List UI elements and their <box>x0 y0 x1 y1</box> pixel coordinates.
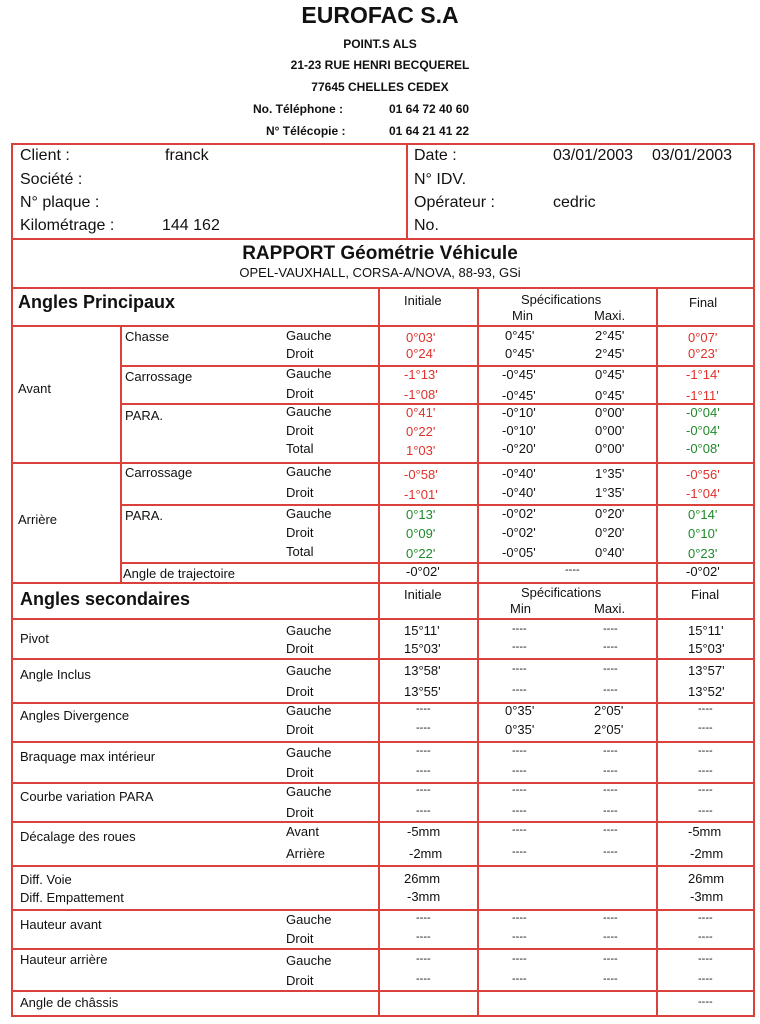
value-max: ---- <box>603 824 618 836</box>
value-spec: ---- <box>565 564 580 576</box>
value-final: -0°02' <box>686 564 720 579</box>
value-initial: ---- <box>416 745 431 757</box>
value-final: 15°03' <box>688 641 725 656</box>
side-label: Gauche <box>286 703 332 718</box>
side-label: Avant <box>286 824 320 839</box>
idv-label: N° IDV. <box>414 171 467 188</box>
value-final: 0°23' <box>688 546 718 561</box>
value-initial: ---- <box>416 784 431 796</box>
principal-heading: Angles Principaux <box>18 292 176 312</box>
col-final: Final <box>689 295 718 310</box>
value-initial: 0°24' <box>406 346 436 361</box>
value-min: 0°35' <box>505 722 535 737</box>
company-name: EUROFAC S.A <box>301 2 459 28</box>
value-initial: 0°41' <box>406 405 436 420</box>
value-initial: 15°03' <box>404 641 441 656</box>
value-max: 2°45' <box>595 328 625 343</box>
value-max: ---- <box>603 641 618 653</box>
value-max: ---- <box>603 805 618 817</box>
value-min: ---- <box>512 824 527 836</box>
inclus-label: Angle Inclus <box>20 667 91 682</box>
value-final: -0°04' <box>686 423 720 438</box>
value-final: ---- <box>698 805 713 817</box>
side-label: Droit <box>286 765 314 780</box>
value-initial: -1°01' <box>404 487 438 502</box>
value-min: ---- <box>512 623 527 635</box>
value-initial: 15°11' <box>404 623 440 638</box>
value-final: ---- <box>698 765 713 777</box>
value-max: 0°20' <box>595 525 625 540</box>
side-label: Droit <box>286 346 314 361</box>
side-label: Droit <box>286 722 314 737</box>
value-max: 0°45' <box>595 367 625 382</box>
value-initial: 1°03' <box>406 443 436 458</box>
value-initial: 0°22' <box>406 424 436 439</box>
vehicle-model: OPEL-VAUXHALL, CORSA-A/NOVA, 88-93, GSi <box>239 265 521 280</box>
value-min: -0°10' <box>502 423 536 438</box>
value-initial: -0°58' <box>404 467 438 482</box>
fax-value: 01 64 21 41 22 <box>389 124 470 138</box>
value-final: ---- <box>698 953 713 965</box>
value-max: 0°20' <box>595 506 625 521</box>
side-label: Droit <box>286 931 314 946</box>
carrossage-av-label: Carrossage <box>125 369 193 384</box>
value-initial: ---- <box>416 703 431 715</box>
value-initial: 0°22' <box>406 546 436 561</box>
value-min: -0°05' <box>502 545 536 560</box>
value-final: -0°04' <box>686 405 720 420</box>
hauteur-avant-label: Hauteur avant <box>20 917 102 932</box>
col-max: Maxi. <box>594 308 626 323</box>
value-initial: -0°02' <box>406 564 440 579</box>
value-max: ---- <box>603 973 618 985</box>
col-initiale: Initiale <box>404 293 442 308</box>
side-label: Gauche <box>286 953 332 968</box>
trajectoire-label: Angle de trajectoire <box>123 566 236 581</box>
col-min: Min <box>510 601 531 616</box>
value-max: 0°40' <box>595 545 625 560</box>
value-final: -2mm <box>690 846 724 861</box>
no-label: No. <box>414 217 439 234</box>
value-initial: -1°08' <box>404 387 438 402</box>
pivot-label: Pivot <box>20 631 49 646</box>
divergence-label: Angles Divergence <box>20 708 130 723</box>
value-initial: ---- <box>416 805 431 817</box>
km-value: 144 162 <box>162 217 220 234</box>
secondary-heading: Angles secondaires <box>20 589 191 609</box>
side-label: Gauche <box>286 328 332 343</box>
value-initial: ---- <box>416 722 431 734</box>
value-final: 0°10' <box>688 526 718 541</box>
value-initial: 26mm <box>404 871 441 886</box>
value-final: -1°14' <box>686 367 720 382</box>
value-max: ---- <box>603 931 618 943</box>
operateur-label: Opérateur : <box>414 194 495 211</box>
value-initial: -1°13' <box>404 367 438 382</box>
side-label: Gauche <box>286 912 332 927</box>
value-min: ---- <box>512 931 527 943</box>
date-label: Date : <box>414 147 457 164</box>
value-initial: ---- <box>416 953 431 965</box>
tel-value: 01 64 72 40 60 <box>389 102 470 116</box>
value-final: -1°04' <box>686 486 720 501</box>
side-label: Droit <box>286 386 314 401</box>
value-final: 0°07' <box>688 330 718 345</box>
value-min: -0°02' <box>502 506 536 521</box>
value-initial: 0°13' <box>406 507 436 522</box>
side-label: Gauche <box>286 506 332 521</box>
value-max: ---- <box>603 684 618 696</box>
value-final: ---- <box>698 703 713 715</box>
value-max: 2°05' <box>594 703 624 718</box>
value-min: -0°45' <box>502 367 536 382</box>
value-max: ---- <box>603 953 618 965</box>
hauteur-arriere-label: Hauteur arrière <box>20 952 108 967</box>
date-value-2: 03/01/2003 <box>652 147 733 164</box>
value-final: ---- <box>698 996 713 1008</box>
para-ar-label: PARA. <box>125 508 164 523</box>
tel-label: No. Téléphone : <box>253 102 343 116</box>
value-min: -0°40' <box>502 485 536 500</box>
side-label: Gauche <box>286 745 332 760</box>
value-final: ---- <box>698 931 713 943</box>
value-initial: -5mm <box>407 824 441 839</box>
societe-label: Société : <box>20 171 83 188</box>
value-min: ---- <box>512 973 527 985</box>
fax-label: N° Télécopie : <box>266 124 346 138</box>
col-initiale: Initiale <box>404 587 442 602</box>
value-min: -0°45' <box>502 388 536 403</box>
client-label: Client : <box>20 147 70 164</box>
value-initial: -2mm <box>409 846 443 861</box>
value-final: 26mm <box>688 871 725 886</box>
arriere-label: Arrière <box>18 512 58 527</box>
value-final: -0°56' <box>686 467 720 482</box>
km-label: Kilométrage : <box>20 217 115 234</box>
value-final: -5mm <box>688 824 722 839</box>
carrossage-ar-label: Carrossage <box>125 465 193 480</box>
value-max: 0°00' <box>595 405 625 420</box>
value-final: 0°14' <box>688 507 718 522</box>
value-initial: -3mm <box>407 889 441 904</box>
value-min: -0°10' <box>502 405 536 420</box>
date-value-1: 03/01/2003 <box>553 147 634 164</box>
col-spec: Spécifications <box>521 585 602 600</box>
value-min: 0°35' <box>505 703 535 718</box>
col-min: Min <box>512 308 533 323</box>
side-label: Droit <box>286 485 314 500</box>
value-final: ---- <box>698 722 713 734</box>
value-final: ---- <box>698 973 713 985</box>
side-label: Gauche <box>286 366 332 381</box>
value-initial: 0°09' <box>406 526 436 541</box>
decalage-label: Décalage des roues <box>20 829 136 844</box>
value-min: ---- <box>512 784 527 796</box>
value-initial: 0°03' <box>406 330 436 345</box>
side-label: Droit <box>286 973 314 988</box>
value-final: 13°57' <box>688 663 725 678</box>
col-spec: Spécifications <box>521 292 602 307</box>
value-max: ---- <box>603 784 618 796</box>
chasse-label: Chasse <box>125 329 170 344</box>
value-final: ---- <box>698 912 713 924</box>
side-label: Total <box>286 441 314 456</box>
value-max: 2°05' <box>594 722 624 737</box>
value-min: ---- <box>512 663 527 675</box>
value-max: ---- <box>603 765 618 777</box>
value-min: 0°45' <box>505 328 535 343</box>
side-label: Droit <box>286 684 314 699</box>
company-street: 21-23 RUE HENRI BECQUEREL <box>290 58 470 72</box>
value-min: ---- <box>512 912 527 924</box>
diffemp-label: Diff. Empattement <box>20 890 124 905</box>
value-max: ---- <box>603 745 618 757</box>
value-min: -0°20' <box>502 441 536 456</box>
value-min: ---- <box>512 745 527 757</box>
braquage-label: Braquage max intérieur <box>20 749 156 764</box>
value-final: -0°08' <box>686 441 720 456</box>
plaque-label: N° plaque : <box>20 194 100 211</box>
value-min: ---- <box>512 953 527 965</box>
value-min: 0°45' <box>505 346 535 361</box>
side-label: Droit <box>286 423 314 438</box>
col-max: Maxi. <box>594 601 626 616</box>
side-label: Droit <box>286 641 314 656</box>
value-final: 15°11' <box>688 623 724 638</box>
value-min: ---- <box>512 846 527 858</box>
value-max: 0°00' <box>595 423 625 438</box>
side-label: Droit <box>286 805 314 820</box>
value-initial: 13°55' <box>404 684 441 699</box>
value-min: ---- <box>512 805 527 817</box>
side-label: Droit <box>286 525 314 540</box>
value-min: -0°02' <box>502 525 536 540</box>
value-initial: ---- <box>416 973 431 985</box>
side-label: Gauche <box>286 623 332 638</box>
report-title: RAPPORT Géométrie Véhicule <box>242 243 518 264</box>
value-max: 0°00' <box>595 441 625 456</box>
value-initial: 13°58' <box>404 663 441 678</box>
side-label: Gauche <box>286 663 332 678</box>
value-min: ---- <box>512 684 527 696</box>
value-max: ---- <box>603 663 618 675</box>
client-value: franck <box>165 147 209 164</box>
value-initial: ---- <box>416 912 431 924</box>
value-max: 1°35' <box>595 485 625 500</box>
value-final: ---- <box>698 745 713 757</box>
chassis-label: Angle de châssis <box>20 995 119 1010</box>
para-av-label: PARA. <box>125 408 164 423</box>
diffvoie-label: Diff. Voie <box>20 872 72 887</box>
col-final: Final <box>691 587 720 602</box>
side-label: Gauche <box>286 404 332 419</box>
value-min: ---- <box>512 641 527 653</box>
value-final: -3mm <box>690 889 724 904</box>
value-min: -0°40' <box>502 466 536 481</box>
value-max: ---- <box>603 912 618 924</box>
side-label: Arrière <box>286 846 326 861</box>
avant-label: Avant <box>18 381 52 396</box>
value-max: 0°45' <box>595 388 625 403</box>
value-max: 2°45' <box>595 346 625 361</box>
company-sub: POINT.S ALS <box>343 37 417 51</box>
value-max: ---- <box>603 846 618 858</box>
side-label: Gauche <box>286 784 332 799</box>
value-max: 1°35' <box>595 466 625 481</box>
value-final: -1°11' <box>686 388 719 403</box>
value-min: ---- <box>512 765 527 777</box>
value-final: ---- <box>698 784 713 796</box>
value-initial: ---- <box>416 765 431 777</box>
company-city: 77645 CHELLES CEDEX <box>311 80 449 94</box>
value-final: 13°52' <box>688 684 725 699</box>
value-final: 0°23' <box>688 346 718 361</box>
side-label: Gauche <box>286 464 332 479</box>
operateur-value: cedric <box>553 194 596 211</box>
courbe-label: Courbe variation PARA <box>20 789 154 804</box>
value-max: ---- <box>603 623 618 635</box>
side-label: Total <box>286 544 314 559</box>
value-initial: ---- <box>416 931 431 943</box>
